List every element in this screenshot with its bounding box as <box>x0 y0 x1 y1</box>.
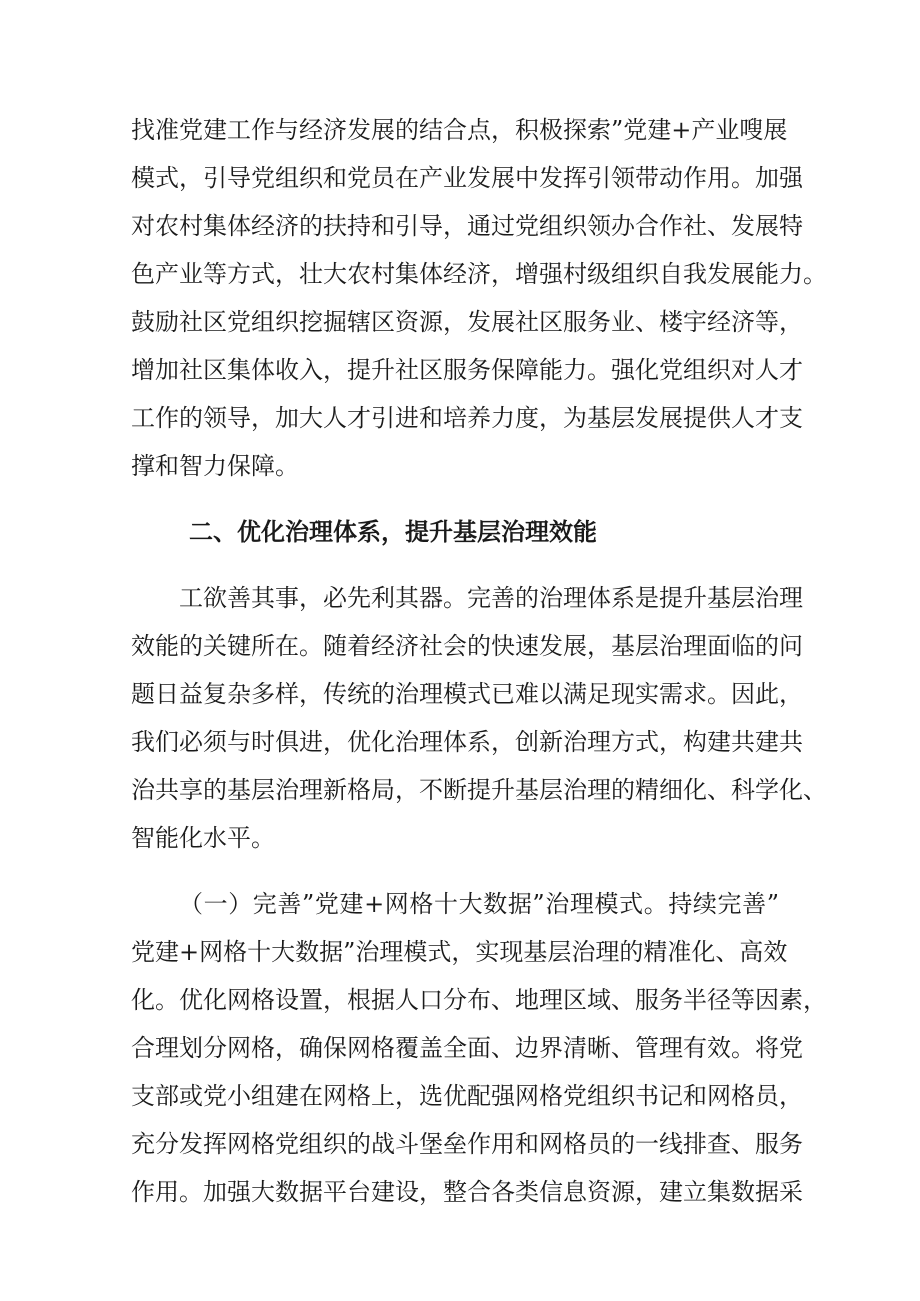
text-line: 撑和智力保障。 <box>131 452 299 480</box>
text-line: 我们必须与时俱进，优化治理体系，创新治理方式，构建共建共 <box>131 728 803 756</box>
text-line: 找准党建工作与经济发展的结合点，积极探索”党建+产业嗖展 <box>131 116 788 144</box>
text-line: 化。优化网格设置，根据人口分布、地理区域、服务半径等因素， <box>131 986 827 1014</box>
text-line: 智能化水平。 <box>131 824 275 852</box>
paragraph-grid-big-data <box>131 880 827 1216</box>
text-line: 治共享的基层治理新格局，不断提升基层治理的精细化、科学化、 <box>131 776 827 804</box>
text-line: 对农村集体经济的扶持和引导，通过党组织领办合作社、发展特 <box>131 212 803 240</box>
text-line: 效能的关键所在。随着经济社会的快速发展，基层治理面临的问 <box>131 632 803 660</box>
text-line: 模式，引导党组织和党员在产业发展中发挥引领带动作用。加强 <box>131 164 803 192</box>
text-line: 合理划分网格，确保网格覆盖全面、边界清晰、管理有效。将党 <box>131 1034 803 1062</box>
paragraph-gap <box>131 490 779 508</box>
text-line: 支部或党小组建在网格上，选优配强网格党组织书记和网格员， <box>131 1082 803 1110</box>
paragraph-gap <box>131 556 779 574</box>
paragraph-governance-system <box>131 574 827 862</box>
section-heading: 二、优化治理体系，提升基层治理效能 <box>189 518 597 546</box>
paragraph-party-building-industry <box>131 106 827 490</box>
paragraph-gap <box>131 862 779 880</box>
text-line: 充分发挥网格党组织的战斗堡垒作用和网格员的一线排查、服务 <box>131 1130 803 1158</box>
text-line: （一）完善”党建+网格十大数据”治理模式。持续完善” <box>179 890 779 918</box>
text-line: 题日益复杂多样，传统的治理模式已难以满足现实需求。因此， <box>131 680 803 708</box>
text-line: 党建+网格十大数据”治理模式，实现基层治理的精准化、高效 <box>131 938 788 966</box>
document-page <box>131 106 827 1216</box>
text-line: 作用。加强大数据平台建设，整合各类信息资源，建立集数据采 <box>131 1178 803 1206</box>
text-line: 鼓励社区党组织挖掘辖区资源，发展社区服务业、楼宇经济等， <box>131 308 803 336</box>
text-line: 增加社区集体收入，提升社区服务保障能力。强化党组织对人才 <box>131 356 803 384</box>
text-line: 工欲善其事，必先利其器。完善的治理体系是提升基层治理 <box>179 584 803 612</box>
text-line: 工作的领导，加大人才引进和培养力度，为基层发展提供人才支 <box>131 404 803 432</box>
text-line: 色产业等方式，壮大农村集体经济，增强村级组织自我发展能力。 <box>131 260 827 288</box>
